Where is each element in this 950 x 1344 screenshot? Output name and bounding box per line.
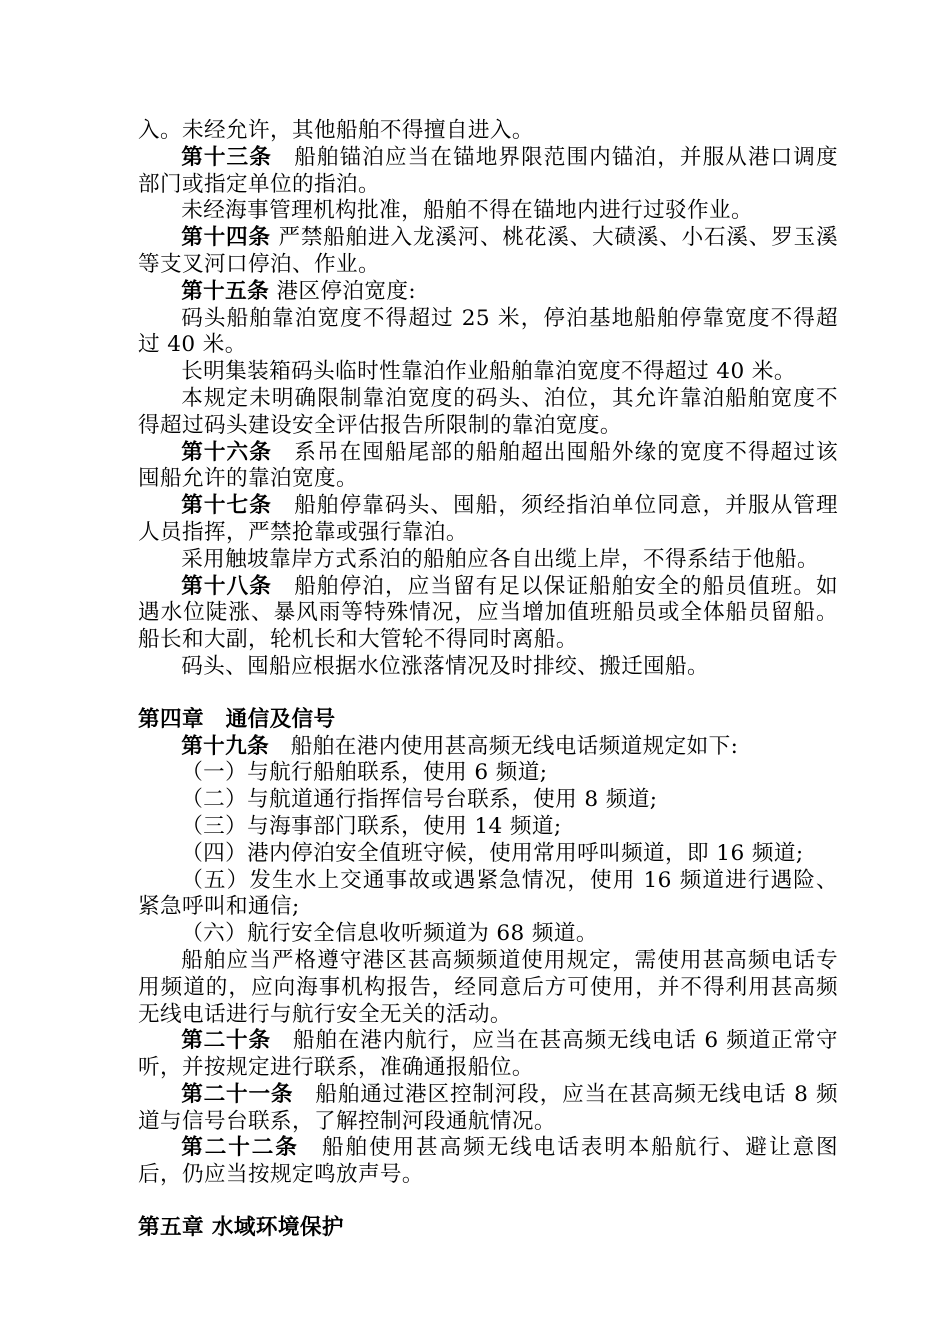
article-number: 第二十二条: [181, 1135, 299, 1161]
list-item: （二）与航道通行指挥信号台联系，使用 8 频道;: [181, 787, 658, 813]
article-number: 第十六条: [181, 439, 272, 465]
article-19: 第十九条 船舶在港内使用甚高频无线电话频道规定如下:: [181, 733, 739, 759]
list-item: （四）港内停泊安全值班守候，使用常用呼叫频道，即 16 频道;: [181, 840, 804, 866]
paragraph: 长明集装箱码头临时性靠泊作业船舶靠泊宽度不得超过 40 米。: [181, 359, 796, 385]
article-number: 第十三条: [181, 144, 272, 170]
article-16: 第十六条 系吊在囤船尾部的船舶超出囤船外缘的宽度不得超过该囤船允许的靠泊宽度。: [138, 439, 838, 492]
article-number: 第二十条: [181, 1028, 271, 1054]
paragraph: 码头船舶靠泊宽度不得超过 25 米，停泊基地船舶停靠宽度不得超过 40 米。: [138, 305, 838, 358]
list-item: （一）与航行船舶联系，使用 6 频道;: [181, 760, 548, 786]
chapter-heading-5: 第五章 水域环境保护: [138, 1215, 344, 1241]
article-number: 第二十一条: [181, 1081, 294, 1107]
article-number: 第十五条: [181, 278, 270, 304]
paragraph: 未经海事管理机构批准，船舶不得在锚地内进行过驳作业。: [181, 198, 754, 224]
article-17: 第十七条 船舶停靠码头、囤船，须经指泊单位同意，并服从管理人员指挥，严禁抢靠或强行靠泊。: [138, 493, 838, 545]
article-20: 第二十条 船舶在港内航行，应当在甚高频无线电话 6 频道正常守听，并按规定进行联系，准确通报船位。: [138, 1028, 838, 1081]
article-22: 第二十二条 船舶使用甚高频无线电话表明本船航行、避让意图后，仍应当按规定鸣放声号。: [138, 1135, 838, 1188]
article-number: 第十九条: [181, 733, 270, 759]
paragraph: 入。未经允许，其他船舶不得擅自进入。: [138, 118, 534, 143]
document-body: [138, 118, 838, 1242]
article-14: 第十四条 严禁船舶进入龙溪河、桃花溪、大碛溪、小石溪、罗玉溪等支叉河口停泊、作业。: [138, 225, 838, 277]
article-21: 第二十一条 船舶通过港区控制河段，应当在甚高频无线电话 8 频道与信号台联系，了解控制河段通航情况。: [138, 1081, 838, 1134]
article-15: 第十五条 港区停泊宽度:: [181, 278, 417, 304]
article-number: 第十四条: [181, 225, 271, 251]
article-13: 第十三条 船舶锚泊应当在锚地界限范围内锚泊，并服从港口调度部门或指定单位的指泊。: [138, 144, 838, 197]
paragraph: 本规定未明确限制靠泊宽度的码头、泊位，其允许靠泊船舶宽度不得超过码头建设安全评估报告所限制的靠泊宽度。: [138, 385, 838, 438]
list-item: （三）与海事部门联系，使用 14 频道;: [181, 813, 562, 839]
paragraph: 码头、囤船应根据水位涨落情况及时排绞、搬迁囤船。: [181, 653, 710, 679]
paragraph: 船舶应当严格遵守港区甚高频频道使用规定，需使用甚高频电话专用频道的，应向海事机构报告，经同意后方可使用，并不得利用甚高频无线电话进行与航行安全无关的活动。: [138, 947, 838, 1027]
article-18: 第十八条 船舶停泊，应当留有足以保证船舶安全的船员值班。如遇水位陡涨、暴风雨等特殊情况，应当增加值班船员或全体船员留船。船长和大副，轮机长和大管轮不得同时离船。: [138, 573, 838, 653]
paragraph: 采用触坡靠岸方式系泊的船舶应各自出缆上岸，不得系结于他船。: [181, 546, 820, 572]
list-item: （五）发生水上交通事故或遇紧急情况，使用 16 频道进行遇险、紧急呼叫和通信;: [138, 867, 838, 920]
chapter-heading-4: 第四章 通信及信号: [138, 706, 336, 732]
list-item: （六）航行安全信息收听频道为 68 频道。: [181, 921, 598, 947]
article-number: 第十八条: [181, 573, 272, 599]
article-number: 第十七条: [181, 493, 272, 519]
